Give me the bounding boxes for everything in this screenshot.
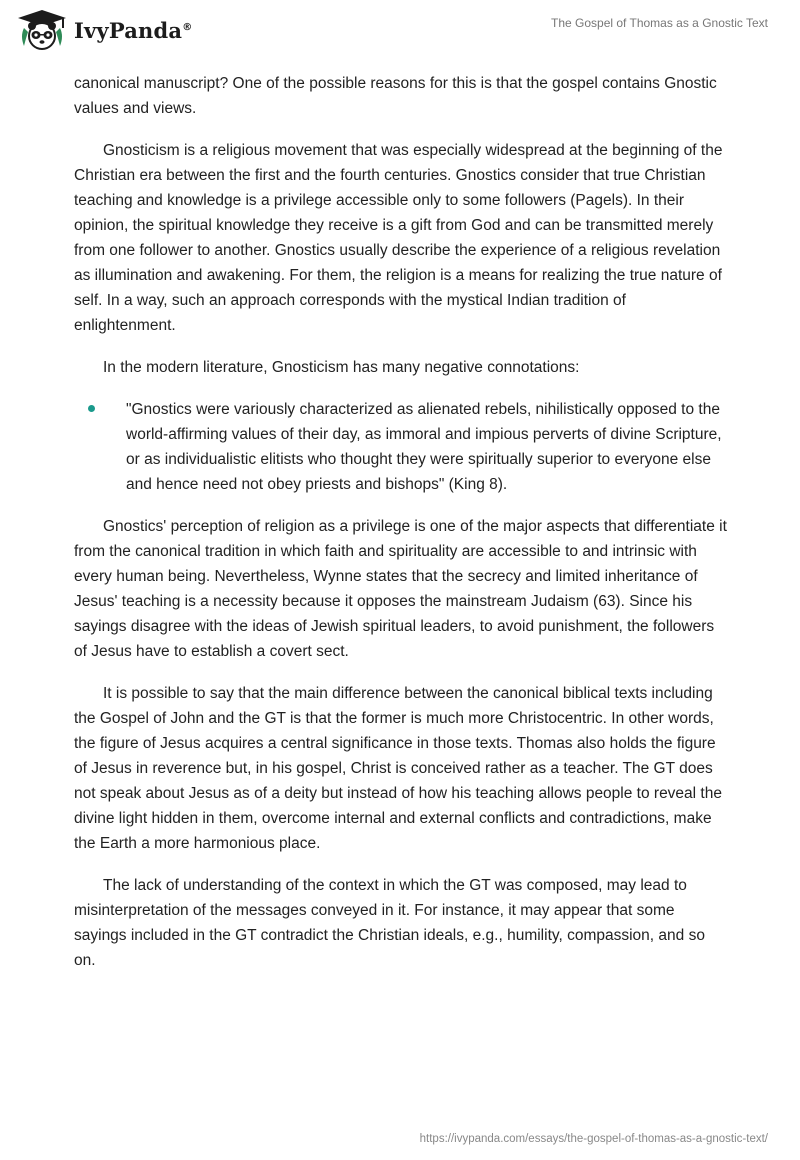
essay-body (74, 71, 728, 990)
registered-mark: ® (182, 21, 193, 33)
paragraph: canonical manuscript? One of the possible reasons for this is that the gospel contains Gnostic values and views. (74, 75, 717, 117)
source-url[interactable]: https://ivypanda.com/essays/the-gospel-of-thomas-as-a-gnostic-text/ (419, 1133, 768, 1145)
site-logo[interactable] (16, 8, 192, 52)
paragraph: It is possible to say that the main difference between the canonical biblical texts including the Gospel of John and the GT is that the former is much more Christocentric. In other words, the figure of Jesus acquires a central significance in those texts. Thomas also holds the figure of Jesus in reverence but, in his gospel, Christ is conceived rather as a teacher. The GT does not speak about Jesus as of a deity but instead of how his teaching allows people to reveal the divine light hidden in them, overcome internal and external conflicts and contradictions, make the Earth a more harmonious place. (74, 685, 722, 852)
quote-list-item (74, 397, 728, 497)
bullet-dot-icon (88, 405, 95, 412)
paragraph: The lack of understanding of the context in which the GT was composed, may lead to misinterpretation of the messages conveyed in it. For instance, it may appear that some sayings included in the GT contradict the Christian ideals, e.g., humility, compassion, and so on. (74, 877, 705, 969)
paragraph: Gnosticism is a religious movement that was especially widespread at the beginning of the Christian era between the first and the fourth centuries. Gnostics consider that true Christian teaching and knowledge is a privilege accessible only to some followers (Pagels). In their opinion, the spiritual knowledge they receive is a gift from God and can be transmitted merely from one follower to another. Gnostics usually describe the experience of a religious revelation as illumination and awakening. For them, the religion is a means for realizing the true nature of self. In a way, such an approach corresponds with the mystical Indian tradition of enlightenment. (74, 142, 723, 334)
brand-name: IvyPanda® (74, 17, 193, 43)
panda-graduate-logo-icon (16, 8, 68, 52)
paragraph: In the modern literature, Gnosticism has many negative connotations: (103, 359, 580, 376)
page-header (0, 0, 800, 60)
document-title: The Gospel of Thomas as a Gnostic Text (551, 16, 768, 30)
paragraph: Gnostics' perception of religion as a privilege is one of the major aspects that differentiate it from the canonical tradition in which faith and spirituality are accessible to and intrinsic with every human being. Nevertheless, Wynne states that the secrecy and limited inheritance of Jesus' teaching is a necessity because it opposes the mainstream Judaism (63). Since his sayings disagree with the ideas of Jewish spiritual leaders, to avoid punishment, the followers of Jesus have to establish a covert sect. (74, 518, 727, 660)
block-quote: "Gnostics were variously characterized as alienated rebels, nihilistically opposed to the world-affirming values of their day, as immoral and impious perverts of divine Scripture, or as individualistic elitists who thought they were spiritually superior to everyone else and hence need not obey priests and bishops" (King 8). (126, 401, 722, 493)
